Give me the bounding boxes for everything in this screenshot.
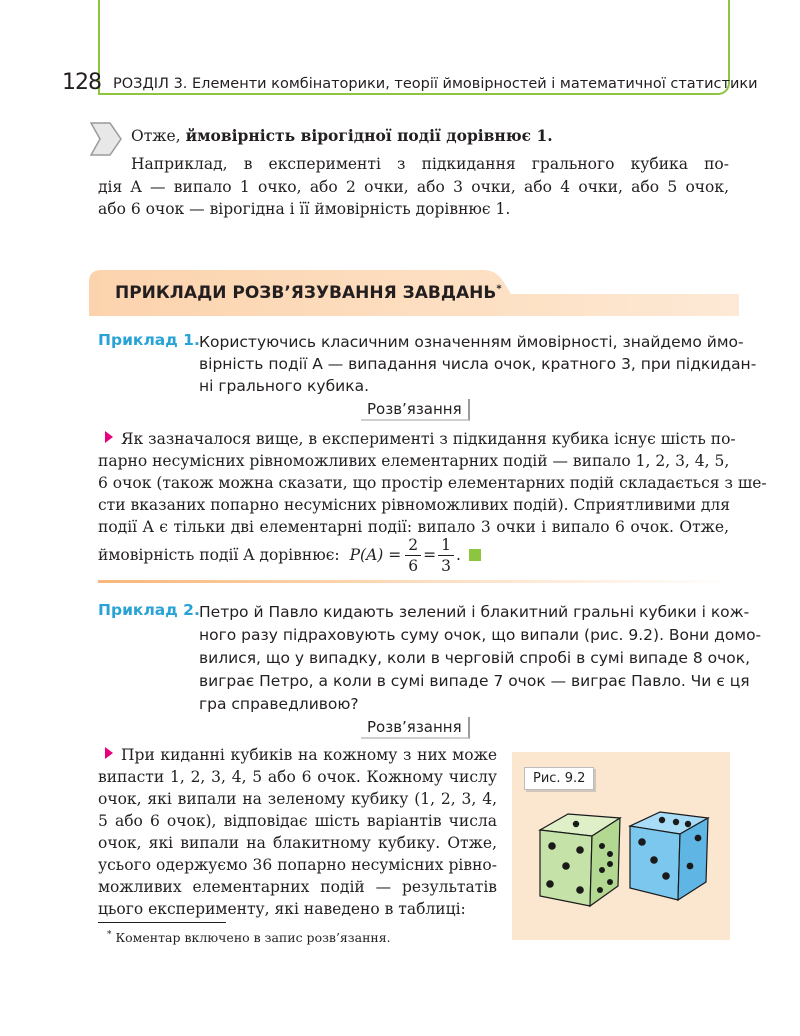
figure-label: Рис. 9.2	[524, 767, 594, 790]
example-2-line-5: гра справедливою?	[199, 695, 359, 713]
example-2-solution-line-1	[105, 746, 497, 764]
example-2-solution-line-2: випасти 1, 2, 3, 4, 5 або 6 очок. Кожному числу	[98, 768, 497, 786]
dice-illustration	[530, 808, 720, 912]
example-2-line-3: вилися, що у випадку, коли в черговій спробі в сумі випаде 8 очок,	[199, 649, 751, 667]
final-text: ймовірність події A дорівнює:	[98, 546, 340, 564]
intro-line-1: Наприклад, в експерименті з підкидання грального кубика по-	[131, 155, 729, 173]
green-die-icon	[540, 814, 620, 906]
example-1-solution-line-4: сти вказаних попарно несумісних рівноможливих подій). Сприятливими для	[98, 496, 730, 514]
example-2-solution-label: Розв’язання	[361, 717, 470, 739]
example-2-solution-line-5: очок, які випали на блакитному кубику. Отже,	[98, 834, 497, 852]
fraction-1-3	[438, 535, 454, 576]
example-2-solution-line-4: 5 або 6 очок), відповідає шість варіантів числа	[98, 812, 497, 830]
fraction-2-6	[405, 535, 421, 576]
frac-2-den: 3	[441, 556, 452, 575]
page-number: 128	[62, 70, 101, 95]
example-2-line-2: ного разу підраховують суму очок, що випали (рис. 9.2). Вони домо-	[199, 626, 762, 644]
running-title: РОЗДІЛ 3. Елементи комбінаторики, теорії ймовірностей і математичної статистики	[113, 76, 758, 92]
example-2-solution-line-7: можливих елементарних подій — результатів	[98, 878, 497, 896]
example-1-solution-line-5: події A є тільки дві елементарні події: випало 3 очки і випало 6 очок. Отже,	[98, 518, 729, 536]
footnote	[107, 930, 391, 945]
section-title	[115, 283, 502, 303]
example-2-solution-line-6: усього одержуємо 36 попарно несумісних рівно-	[98, 856, 497, 874]
blue-die-icon	[630, 812, 708, 900]
example-1-solution-line-3: 6 очок (також можна сказати, що простір елементарних подій складається з ше-	[98, 474, 767, 492]
note-statement	[131, 126, 553, 145]
separator	[98, 580, 734, 583]
formula-end: .	[456, 546, 461, 564]
frac-1-den: 6	[408, 556, 419, 575]
footnote-rule	[98, 922, 226, 923]
example-1-line-2: вірність події A — випадання числа очок, кратного 3, при підкидан-	[199, 355, 757, 373]
solution-2-text-1: При киданні кубиків на кожному з них може	[121, 746, 497, 764]
footnote-text: Коментар включено в запис розв’язання.	[115, 930, 391, 946]
intro-line-2: дія A — випало 1 очко, або 2 очки, або 3 очки, або 4 очки, або 5 очок,	[98, 178, 729, 196]
section-title-text: ПРИКЛАДИ РОЗВ’ЯЗУВАННЯ ЗАВДАНЬ	[115, 283, 497, 303]
example-1-solution-line-2: парно несумісних рівноможливих елементарних подій — випало 1, 2, 3, 4, 5,	[98, 452, 730, 470]
formula-eq: =	[423, 546, 437, 564]
section-title-star: *	[496, 283, 502, 295]
example-2-solution-line-3: очок, які випали на зеленому кубику (1, 2, 3, 4,	[98, 790, 497, 808]
example-1-formula-line	[98, 535, 481, 575]
formula-lhs: P(A) =	[349, 546, 402, 564]
footnote-star: *	[107, 930, 112, 940]
solution-1-text-1: Як зазначалося вище, в експерименті з підкидання кубика існує шість по-	[121, 430, 736, 448]
frac-1-num: 2	[405, 535, 421, 556]
end-of-solution-icon	[469, 549, 481, 561]
note-marker-icon	[90, 122, 122, 156]
bullet-triangle-icon	[105, 747, 113, 759]
example-2-line-4: виграє Петро, а коли в сумі випаде 7 очок — виграє Павло. Чи є ця	[199, 672, 750, 690]
example-1-line-3: ні грального кубика.	[199, 377, 370, 395]
note-prefix: Отже,	[131, 127, 186, 145]
example-2-line-1: Петро й Павло кидають зелений і блакитний гральні кубики і кож-	[199, 603, 750, 621]
note-bold: ймовірність вірогідної події дорівнює 1.	[185, 126, 553, 145]
example-2-label: Приклад 2.	[98, 601, 200, 619]
frac-2-num: 1	[438, 535, 454, 556]
example-2-solution-line-8: цього експерименту, які наведено в таблиці:	[98, 900, 466, 918]
intro-line-3: або 6 очок — вірогідна і її ймовірність дорівнює 1.	[98, 200, 511, 218]
example-1-solution-line-1	[105, 430, 736, 448]
example-1-solution-label: Розв’язання	[361, 399, 470, 421]
example-1-label: Приклад 1.	[98, 331, 200, 349]
bullet-triangle-icon	[105, 431, 113, 443]
example-1-line-1: Користуючись класичним означенням ймовірності, знайдемо ймо-	[199, 333, 744, 351]
